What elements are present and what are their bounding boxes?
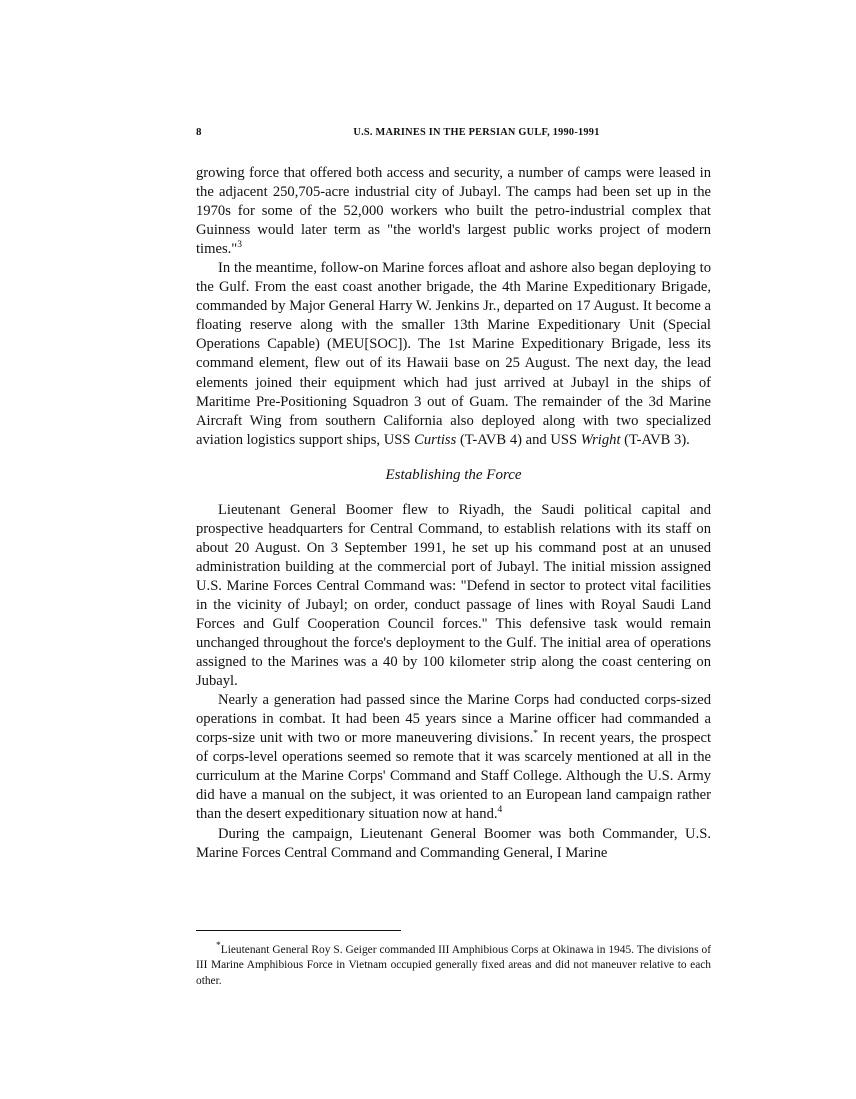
paragraph-2-text: In the meantime, follow-on Marine forces afloat and ashore also began deploying to the Gulf. From the east coast another brigade, the 4th Marine Expeditionary Brigade, commanded by Major General Harry W. Jenkins Jr., departed on 17 August. It become a floating reserve along with the smaller 13th Marine Expeditionary Unit (Special Operations Capable) (MEU[SOC]). The 1st Marine Expeditionary Brigade, less its command element, flew out of its Hawaii base on 25 August. The next day, the lead elements joined their equipment which had just arrived at Jubayl in the ships of Maritime Pre-Positioning Squadron 3 out of Guam. The remainder of the 3d Marine Aircraft Wing from southern California also deployed along with two specialized aviation logistics support ships, USS — [196, 260, 711, 448]
footnote-ref-4: 4 — [497, 805, 503, 816]
running-head-title: U.S. MARINES IN THE PERSIAN GULF, 1990-1991 — [353, 127, 600, 138]
paragraph-4 — [196, 691, 711, 824]
paragraph-2 — [196, 259, 711, 449]
footnote-ref-3: 3 — [237, 240, 242, 251]
footnote-marker: * — [216, 941, 221, 952]
ship-name-wright: Wright — [580, 431, 621, 448]
footnote — [196, 943, 711, 989]
page-content — [196, 126, 711, 863]
ship-name-curtiss: Curtiss — [414, 431, 457, 448]
running-head — [196, 126, 711, 142]
paragraph-2-mid: (T-AVB 4) and USS — [456, 431, 581, 448]
paragraph-4-text: Nearly a generation had passed since the Marine Corps had conducted corps-sized operations in combat. It had been 45 years since a Marine officer had commanded a corps-size unit with two or more maneuvering divisions. — [196, 692, 711, 747]
paragraph-4-cont: In recent years, the prospect of corps-level operations seemed so remote that it was scarcely mentioned at all in the curriculum at the Marine Corps' Command and Staff College. Although the U.S. Army did have a manual on the subject, it was oriented to an European land campaign rather than the desert expeditionary situation now at hand. — [196, 730, 712, 823]
paragraph-1 — [196, 164, 711, 259]
footnote-separator — [196, 930, 401, 931]
paragraph-1-text: growing force that offered both access and security, a number of camps were leased in the adjacent 250,705-acre industrial city of Jubayl. The camps had been set up in the 1970s for some of the 52,000 workers who built the petro-industrial complex that Guinness would later term as "the world's largest public works project of modern times." — [196, 165, 711, 258]
footnote-body: Lieutenant General Roy S. Geiger commanded III Amphibious Corps at Okinawa in 1945. The divisions of III Marine Amphibious Force in Vietnam occupied generally fixed areas and did not maneuver relative to each other. — [196, 944, 711, 987]
paragraph-3: Lieutenant General Boomer flew to Riyadh, the Saudi political capital and prospective headquarters for Central Command, to establish relations with its staff on about 20 August. On 3 September 1991, he set up his command post at an unused administration building at the commercial port of Jubayl. The initial mission assigned U.S. Marine Forces Central Command was: "Defend in sector to protect vital facilities in the vicinity of Jubayl; on order, conduct passage of lines with Royal Saudi Land Forces and Gulf Cooperation Council forces." This defensive task would remain unchanged throughout the force's deployment to the Gulf. The initial area of operations assigned to the Marines was a 40 by 100 kilometer strip along the coast centering on Jubayl. — [196, 501, 711, 690]
section-subhead: Establishing the Force — [385, 466, 522, 483]
paragraph-5: During the campaign, Lieutenant General Boomer was both Commander, U.S. Marine Forces Central Command and Commanding General, I Marine — [196, 825, 711, 861]
paragraph-2-end: (T-AVB 3). — [620, 431, 690, 448]
footnote-area — [196, 930, 711, 989]
page-number: 8 — [196, 126, 202, 138]
footnote-ref-asterisk: * — [533, 729, 539, 740]
